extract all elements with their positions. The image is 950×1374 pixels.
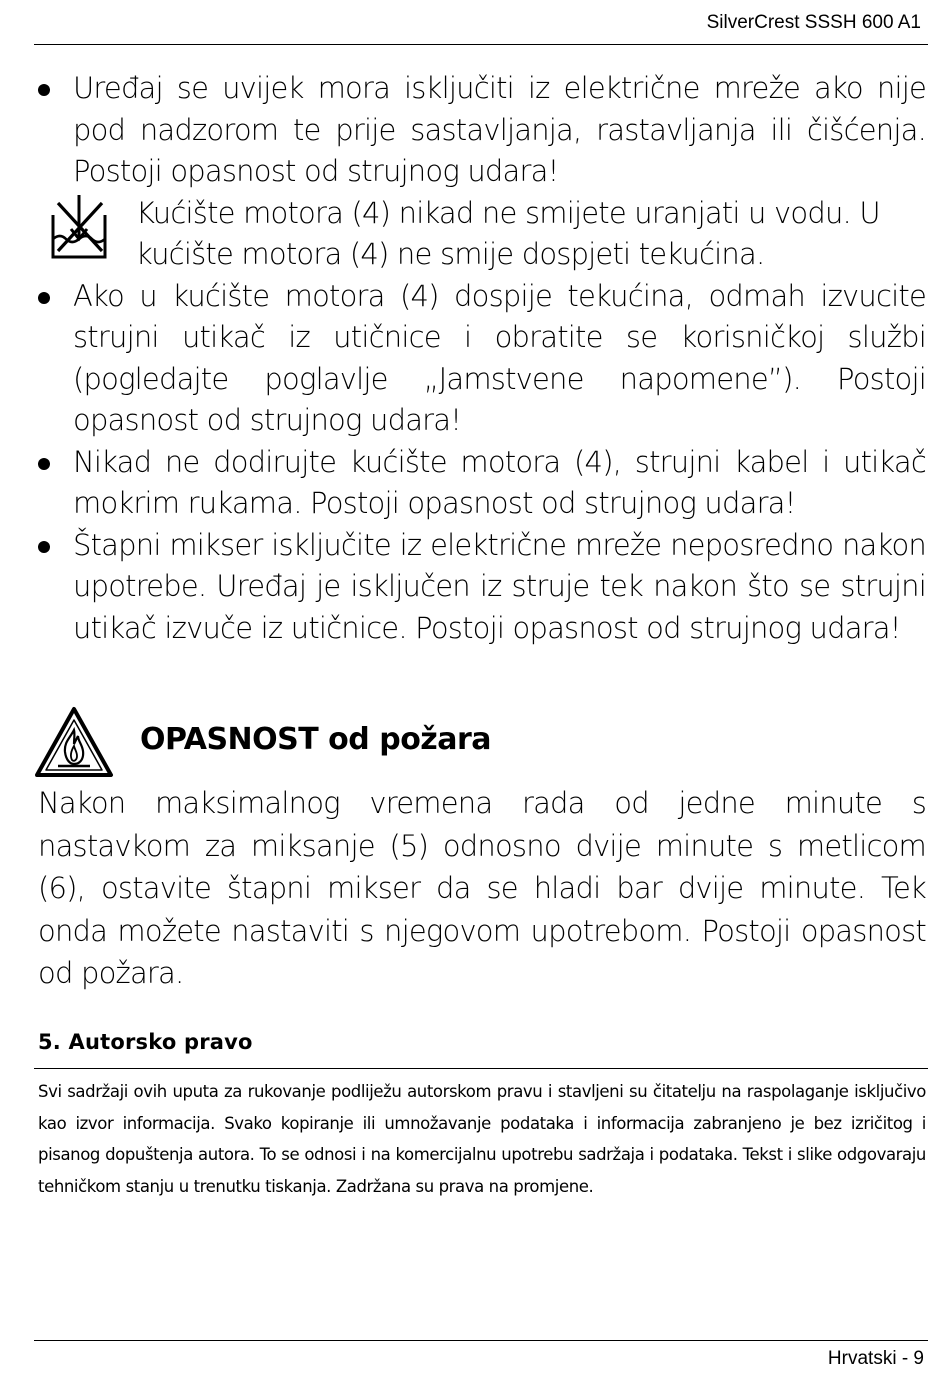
bullet-dot-icon: [38, 84, 50, 96]
safety-bullet-1-text: Uređaj se uvijek mora isključiti iz električne mreže ako nije pod nadzorom te prije sastavljanja, rastavljanja ili čišćenja. Postoji opasnost od strujnog udara!: [73, 71, 926, 188]
safety-bullet-3: [36, 442, 926, 525]
fire-warning-icon: [34, 706, 114, 778]
bullet-dot-icon: [38, 541, 50, 553]
safety-list: [36, 68, 926, 649]
water-warning: [36, 193, 926, 276]
safety-bullet-4: [36, 525, 926, 650]
safety-bullet-2-text: Ako u kućište motora (4) dospije tekućina, odmah izvucite strujni utikač iz utičnice i obratite se korisničkoj službi (pogledajte poglavlje „Jamstvene napomene”). Postoji opasnost od strujnog udara!: [73, 278, 926, 437]
header-product-name: SilverCrest SSSH 600 A1: [706, 12, 921, 33]
safety-bullet-3-text: Nikad ne dodirujte kućište motora (4), strujni kabel i utikač mokrim rukama. Postoji opasnost od strujnog udara!: [73, 444, 926, 520]
water-warning-line-1: Kućište motora (4) nikad ne smijete uranjati u vodu. U: [136, 195, 880, 230]
no-immersion-icon: [50, 193, 108, 259]
copyright-rule: [34, 1068, 928, 1069]
bullet-dot-icon: [38, 458, 50, 470]
bullet-dot-icon: [38, 292, 50, 304]
copyright-text: Svi sadržaji ovih uputa za rukovanje podliježu autorskom pravu i stavljeni su čitatelju na raspolaganje isključivo kao izvor informacija. Svako kopiranje ili umnožavanje podataka i informacija zabranjeno je bez izričitog i pisanog dopuštenja autora. To se odnosi i na komercijalnu upotrebu sadržaja i podataka. Tekst i slike odgovaraju tehničkom stanju u trenutku tiskanja. Zadržana su prava na promjene.: [38, 1082, 926, 1196]
fire-danger-title: OPASNOST od požara: [140, 722, 492, 757]
footer-rule: [34, 1340, 928, 1341]
copyright-section-title: 5. Autorsko pravo: [38, 1030, 253, 1054]
header-rule: [34, 44, 928, 45]
safety-bullet-4-text: Štapni mikser isključite iz električne mreže neposredno nakon upotrebe. Uređaj je isključen iz struje tek nakon što se strujni utikač izvuče iz utičnice. Postoji opasnost od strujnog udara!: [73, 527, 926, 645]
safety-bullet-2: [36, 276, 926, 442]
safety-bullet-1: [36, 68, 926, 193]
water-warning-line-2: kućište motora (4) ne smije dospjeti tekućina.: [136, 237, 765, 271]
footer-page-label: Hrvatski - 9: [827, 1348, 924, 1369]
fire-danger-text: Nakon maksimalnog vremena rada od jedne minute s nastavkom za miksanje (5) odnosno dvije minute s metlicom (6), ostavite štapni mikser da se hladi bar dvije minute. Tek onda možete nastaviti s njegovom upotrebom. Postoji opasnost od požara.: [38, 786, 926, 990]
